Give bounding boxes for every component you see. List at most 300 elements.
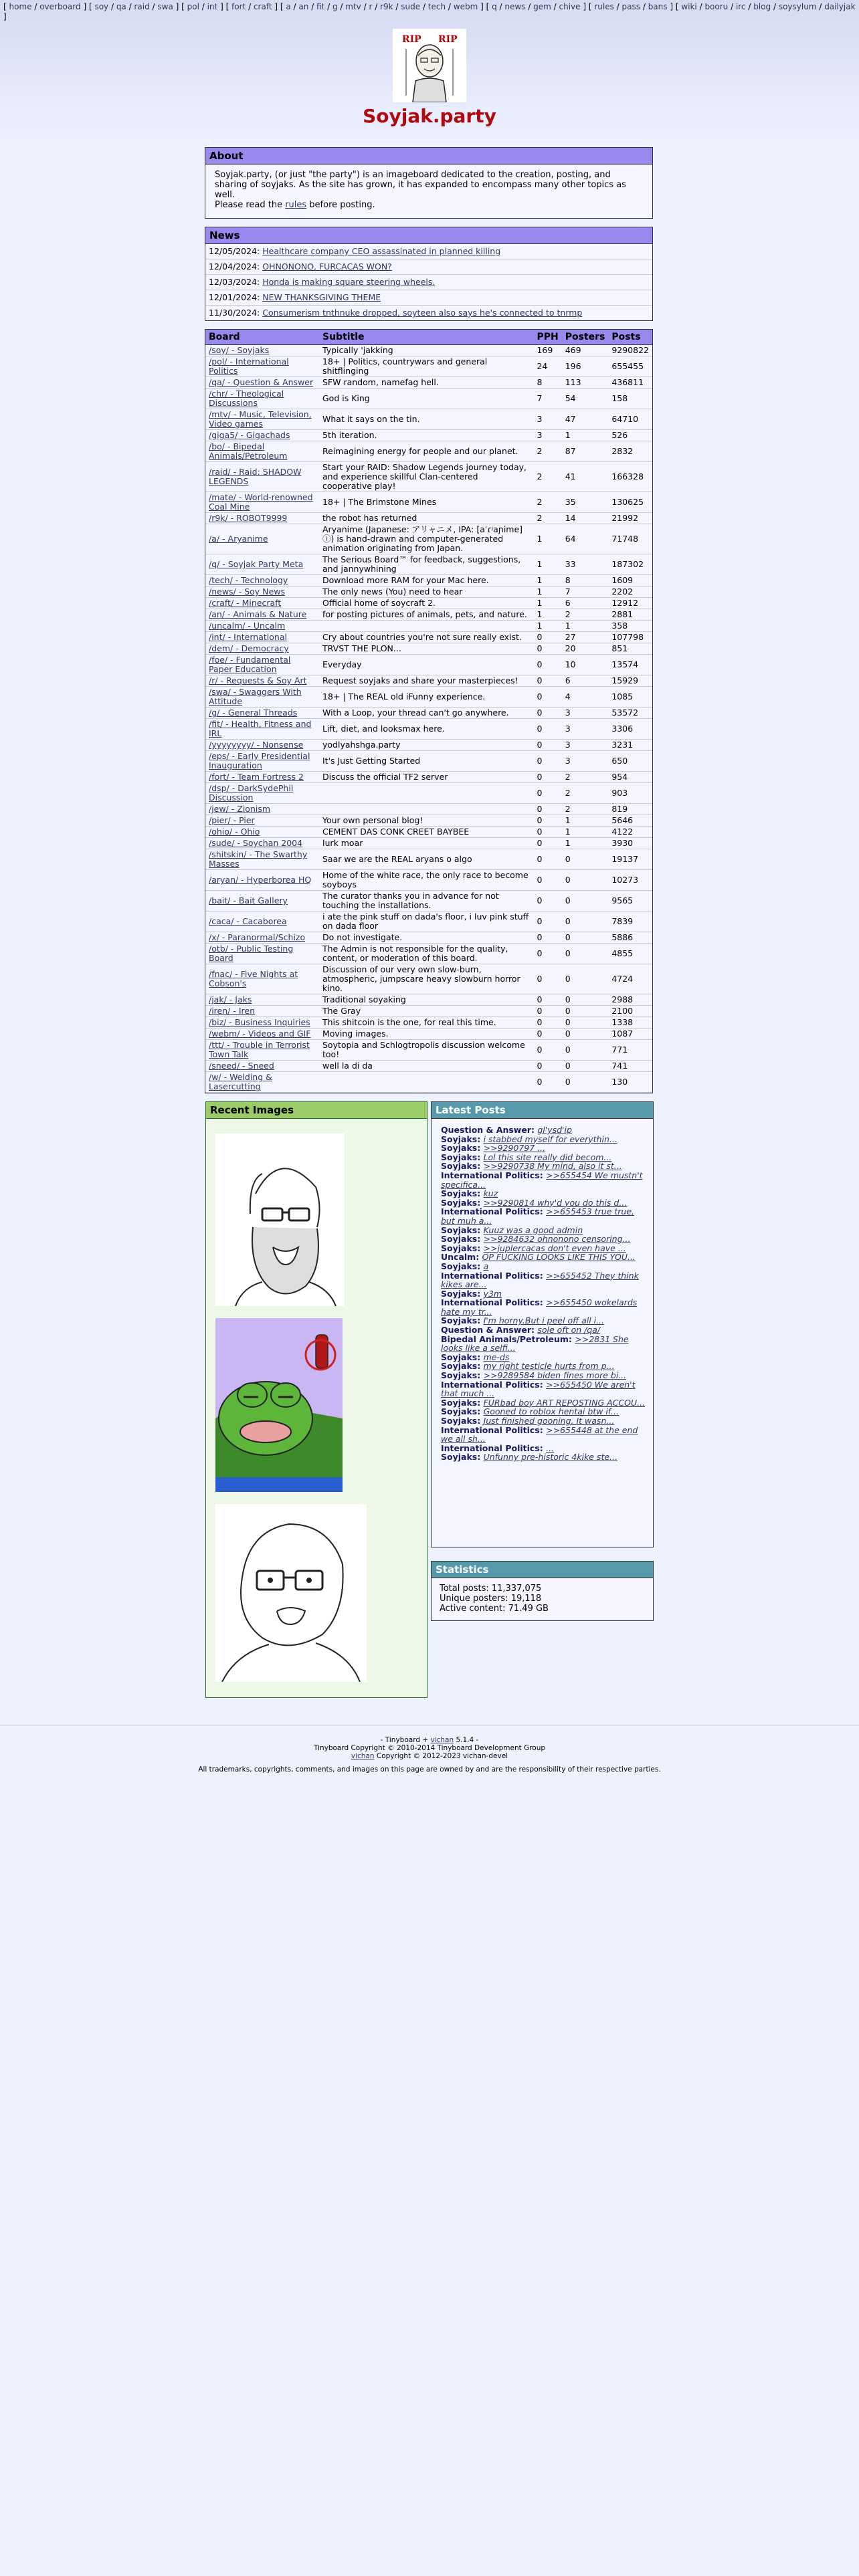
nav-bracket: [ [181, 2, 187, 11]
nav-link-an[interactable]: an [298, 2, 309, 11]
latest-post-link[interactable]: >>655454 We mustn't specifica... [441, 1170, 643, 1190]
nav-link-chive[interactable]: chive [559, 2, 581, 11]
column-header-subtitle: Subtitle [319, 330, 533, 345]
latest-post-link[interactable]: >>9284632 ohnonono censoring... [483, 1234, 631, 1245]
nav-link-mtv[interactable]: mtv [345, 2, 361, 11]
latest-post-link[interactable]: kuz [483, 1188, 498, 1199]
latest-post-item [441, 1298, 648, 1316]
nav-separator: / [696, 2, 705, 11]
news-link[interactable]: Honda is making square steering wheels. [262, 277, 436, 287]
board-link[interactable]: /raid/ - Raid: SHADOW LEGENDS [209, 467, 302, 486]
latest-post-board: International Politics: [441, 1170, 547, 1180]
nav-link-bans[interactable]: bans [648, 2, 668, 11]
latest-post-link[interactable]: OP FUCKING LOOKS LIKE THIS YOU... [482, 1252, 636, 1263]
board-link[interactable]: /giga5/ - Gigachads [209, 430, 290, 440]
posters-cell: 47 [562, 409, 609, 430]
vichan-devel-link[interactable]: vichan [351, 1752, 375, 1760]
nav-bracket: [ [588, 2, 595, 11]
posts-cell: 166328 [608, 462, 652, 492]
latest-post-link[interactable]: I'm horny.But i peel off all i... [483, 1315, 605, 1326]
board-link[interactable]: /qa/ - Question & Answer [209, 377, 314, 387]
latest-post-item [441, 1253, 648, 1262]
table-row [205, 389, 652, 409]
nav-separator: / [771, 2, 779, 11]
board-link[interactable]: /news/ - Soy News [209, 586, 285, 597]
posters-cell: 0 [562, 891, 609, 911]
board-link[interactable]: /chr/ - Theological Discussions [209, 389, 284, 408]
posts-cell: 4122 [608, 827, 652, 838]
nav-link-rules[interactable]: rules [594, 2, 614, 11]
table-row [205, 1061, 652, 1072]
latest-post-link[interactable]: >>9290814 why'd you do this d... [483, 1197, 628, 1208]
posters-cell: 2 [562, 783, 609, 804]
board-link[interactable]: /craft/ - Minecraft [209, 598, 282, 608]
subtitle-cell: for posting pictures of animals, pets, and nature. [319, 609, 533, 621]
board-link[interactable]: /ohio/ - Ohio [209, 827, 260, 837]
nav-link-soysylum[interactable]: soysylum [778, 2, 817, 11]
posters-cell: 0 [562, 1072, 609, 1093]
latest-post-board: International Politics: [441, 1270, 547, 1281]
board-link[interactable]: /dsp/ - DarkSydePhil Discussion [209, 783, 294, 802]
stat-total-posts: Total posts: 11,337,075 [440, 1584, 542, 1594]
latest-post-link[interactable]: >>juplercacas don't even have ... [483, 1243, 626, 1253]
latest-post-item [441, 1335, 648, 1353]
nav-link-a[interactable]: a [286, 2, 291, 11]
nav-link-wiki[interactable]: wiki [681, 2, 697, 11]
posters-cell: 0 [562, 911, 609, 932]
subtitle-cell: CEMENT DAS CONK CREET BAYBEE [319, 827, 533, 838]
posts-cell: 2832 [608, 441, 652, 462]
nav-link-irc[interactable]: irc [735, 2, 746, 11]
news-link[interactable]: NEW THANKSGIVING THEME [262, 292, 381, 302]
pph-cell: 0 [533, 719, 561, 740]
table-row [205, 708, 652, 719]
latest-post-link[interactable]: Kuuz was a good admin [483, 1224, 583, 1235]
board-link[interactable]: /eps/ - Early Presidential Inauguration [209, 751, 310, 770]
posters-cell: 6 [562, 598, 609, 609]
posts-cell: 741 [608, 1061, 652, 1072]
subtitle-cell: 18+ | The Brimstone Mines [319, 492, 533, 513]
table-row [205, 609, 652, 621]
latest-post-item [441, 1325, 648, 1335]
board-cell [205, 719, 319, 740]
news-link[interactable]: Healthcare company CEO assassinated in planned killing [262, 246, 501, 256]
board-link[interactable]: /ttt/ - Trouble in Terrorist Town Talk [209, 1040, 310, 1059]
posts-cell: 1338 [608, 1017, 652, 1029]
nav-separator: / [372, 2, 381, 11]
latest-post-link[interactable]: >>9290797 ... [483, 1143, 546, 1154]
pph-cell: 0 [533, 1029, 561, 1040]
board-link[interactable]: /tech/ - Technology [209, 575, 288, 585]
nav-link-fit[interactable]: fit [316, 2, 325, 11]
nav-link-qa[interactable]: qa [116, 2, 126, 11]
nav-link-news[interactable]: news [504, 2, 526, 11]
table-row [205, 643, 652, 655]
board-link[interactable]: /a/ - Aryanime [209, 534, 268, 544]
posters-cell: 1 [562, 430, 609, 441]
board-cell [205, 462, 319, 492]
posts-cell: 3930 [608, 838, 652, 849]
latest-post-link[interactable]: >>655453 true true, but muh a... [441, 1206, 635, 1226]
posts-cell: 5886 [608, 932, 652, 944]
board-cell [205, 356, 319, 377]
posters-cell: 0 [562, 994, 609, 1006]
pph-cell: 1 [533, 609, 561, 621]
nav-bracket: ] [667, 2, 676, 11]
nav-link-gem[interactable]: gem [533, 2, 551, 11]
latest-post-link[interactable]: a [483, 1261, 489, 1271]
board-cell [205, 513, 319, 524]
nav-link-raid[interactable]: raid [134, 2, 150, 11]
pph-cell: 0 [533, 944, 561, 964]
nav-bracket: [ [280, 2, 286, 11]
board-link[interactable]: /r/ - Requests & Soy Art [209, 675, 307, 685]
top-nav [0, 0, 859, 22]
site-title: Soyjak.party [363, 105, 496, 127]
news-item [205, 244, 652, 259]
board-cell [205, 598, 319, 609]
subtitle-cell: 5th iteration. [319, 430, 533, 441]
subtitle-cell: Cry about countries you're not sure really exist. [319, 632, 533, 643]
board-link[interactable]: /g/ - General Threads [209, 708, 298, 718]
subtitle-cell: This shitcoin is the one, for real this time. [319, 1017, 533, 1029]
board-link[interactable]: /caca/ - Cacaborea [209, 916, 287, 926]
latest-post-link[interactable]: >>655450 We aren't that much ... [441, 1379, 636, 1399]
subtitle-cell: The only news (You) need to hear [319, 586, 533, 598]
pph-cell: 0 [533, 838, 561, 849]
posts-cell: 1609 [608, 575, 652, 586]
pph-cell: 0 [533, 687, 561, 708]
nav-link-booru[interactable]: booru [704, 2, 729, 11]
board-cell [205, 804, 319, 815]
latest-post-board: Soyjaks: [441, 1234, 484, 1245]
nav-bracket: [ [225, 2, 232, 11]
posts-cell: 436811 [608, 377, 652, 389]
nav-link-overboard[interactable]: overboard [39, 2, 81, 11]
latest-post-link[interactable]: Unfunny pre-historic 4kike ste... [483, 1452, 617, 1463]
pph-cell: 0 [533, 849, 561, 870]
latest-post-link[interactable]: Gooned to roblox hentai btw if... [483, 1406, 619, 1417]
table-row [205, 575, 652, 586]
latest-post-board: Soyjaks: [441, 1161, 484, 1172]
board-link[interactable]: /bait/ - Bait Gallery [209, 895, 288, 905]
posters-cell: 14 [562, 513, 609, 524]
latest-post-board: Question & Answer: [441, 1125, 538, 1135]
footer-line-2: Tinyboard Copyright © 2010-2014 Tinyboard Development Group [313, 1744, 546, 1752]
about-box [205, 147, 653, 219]
board-cell [205, 911, 319, 932]
board-link[interactable]: /w/ - Welding & Lasercutting [209, 1072, 272, 1091]
recent-images-list [206, 1119, 427, 1682]
board-cell [205, 740, 319, 751]
board-cell [205, 643, 319, 655]
nav-separator: / [108, 2, 116, 11]
latest-post-item [441, 1198, 648, 1208]
rules-link[interactable]: rules [285, 200, 307, 210]
nav-separator: / [324, 2, 332, 11]
board-cell [205, 1006, 319, 1017]
nav-bracket: ] [478, 2, 486, 11]
posts-cell: 4724 [608, 964, 652, 994]
board-link[interactable]: /bo/ - Bipedal Animals/Petroleum [209, 441, 288, 461]
board-link[interactable]: /r9k/ - ROBOT9999 [209, 513, 288, 523]
nav-link-pass[interactable]: pass [622, 2, 641, 11]
board-cell [205, 708, 319, 719]
board-cell [205, 891, 319, 911]
pph-cell: 0 [533, 1006, 561, 1017]
table-row [205, 849, 652, 870]
board-link[interactable]: /yyyyyyyy/ - Nonsense [209, 740, 304, 750]
board-cell [205, 1072, 319, 1093]
pph-cell: 0 [533, 1072, 561, 1093]
board-link[interactable]: /jak/ - Jaks [209, 994, 252, 1004]
posts-cell: 851 [608, 643, 652, 655]
latest-post-link[interactable]: FURbad boy ART REPOSTING ACCOU... [483, 1397, 646, 1408]
table-row [205, 740, 652, 751]
nav-link-blog[interactable]: blog [753, 2, 771, 11]
posters-cell: 1 [562, 827, 609, 838]
subtitle-cell: Request soyjaks and share your masterpieces! [319, 675, 533, 687]
board-link[interactable]: /soy/ - Soyjaks [209, 345, 270, 355]
latest-post-board: Soyjaks: [441, 1406, 484, 1417]
footer [0, 1725, 859, 1774]
board-link[interactable]: /fort/ - Team Fortress 2 [209, 772, 304, 782]
posts-cell: 9290822 [608, 345, 652, 356]
soyjak-glasses-sketch-image[interactable] [215, 1504, 367, 1682]
posts-cell: 3306 [608, 719, 652, 740]
table-row [205, 675, 652, 687]
pph-cell: 0 [533, 655, 561, 675]
green-frog-soyjak-image[interactable] [215, 1318, 343, 1492]
subtitle-cell: Do not investigate. [319, 932, 533, 944]
footer-line-1 [0, 1736, 859, 1744]
table-row [205, 687, 652, 708]
board-link[interactable]: /an/ - Animals & Nature [209, 609, 307, 619]
posters-cell: 1 [562, 815, 609, 827]
table-row [205, 804, 652, 815]
news-link[interactable]: OHNONONO, FURCACAS WON? [262, 261, 392, 272]
nav-link-craft[interactable]: craft [253, 2, 272, 11]
latest-post-item [441, 1189, 648, 1198]
table-row [205, 377, 652, 389]
latest-post-link[interactable]: Just finished gooning. It wasn... [483, 1416, 615, 1426]
footer-prefix: - Tinyboard + [380, 1736, 431, 1744]
boards-box [205, 329, 653, 1093]
board-link[interactable]: /int/ - International [209, 632, 287, 642]
board-link[interactable]: /x/ - Paranormal/Schizo [209, 932, 306, 942]
lower-section [205, 1101, 654, 1698]
latest-post-item [441, 1125, 648, 1135]
pph-cell: 2 [533, 462, 561, 492]
latest-post-item [441, 1153, 648, 1162]
board-cell [205, 575, 319, 586]
latest-post-link[interactable]: sole oft on /qa/ [537, 1325, 601, 1335]
statistics-body [432, 1578, 653, 1620]
board-cell [205, 964, 319, 994]
latest-post-link[interactable]: >>9289584 biden fines more bi... [483, 1370, 627, 1381]
board-link[interactable]: /iren/ - Iren [209, 1006, 255, 1016]
pph-cell: 2 [533, 513, 561, 524]
posters-cell: 1 [562, 621, 609, 632]
latest-post-link[interactable]: >>655448 at the end we all sh... [441, 1424, 638, 1444]
board-link[interactable]: /swa/ - Swaggers With Attitude [209, 687, 302, 706]
pph-cell: 1 [533, 575, 561, 586]
posters-cell: 0 [562, 1040, 609, 1061]
subtitle-cell: Start your RAID: Shadow Legends journey today, and experience skillful Clan-centered cooperative play! [319, 462, 533, 492]
column-header-posters: Posters [562, 330, 609, 345]
posters-cell: 469 [562, 345, 609, 356]
board-link[interactable]: /q/ - Soyjak Party Meta [209, 559, 304, 569]
table-row [205, 783, 652, 804]
latest-post-link[interactable]: Lol this site really did becom... [483, 1152, 612, 1162]
posts-cell: 130625 [608, 492, 652, 513]
board-link[interactable]: /pier/ - Pier [209, 815, 255, 825]
latest-post-link[interactable]: gl'ysd'ip [537, 1125, 572, 1135]
subtitle-cell [319, 1072, 533, 1093]
latest-post-item [441, 1426, 648, 1444]
board-link[interactable]: /otb/ - Public Testing Board [209, 944, 294, 963]
board-cell [205, 994, 319, 1006]
board-link[interactable]: /dem/ - Democracy [209, 643, 289, 653]
nav-link-r9k[interactable]: r9k [380, 2, 393, 11]
posters-cell: 10 [562, 655, 609, 675]
right-column [431, 1101, 654, 1698]
statistics-box [431, 1561, 654, 1621]
latest-post-board: Soyjaks: [441, 1416, 484, 1426]
pph-cell: 1 [533, 524, 561, 554]
nav-link-dailyjak[interactable]: dailyjak [824, 2, 856, 11]
nav-link-sude[interactable]: sude [401, 2, 421, 11]
latest-posts-box [431, 1101, 654, 1547]
latest-post-link[interactable]: ... [546, 1442, 555, 1453]
board-link[interactable]: /sneed/ - Sneed [209, 1061, 274, 1071]
latest-post-board: International Politics: [441, 1206, 547, 1217]
subtitle-cell: Soytopia and Schlogtropolis discussion welcome too! [319, 1040, 533, 1061]
news-link[interactable]: Consumerism tnthnuke dropped, soyteen also says he's connected to tnrmp [262, 308, 583, 318]
nav-link-g[interactable]: g [332, 2, 338, 11]
latest-post-board: International Politics: [441, 1442, 547, 1453]
latest-post-link[interactable]: >>655450 wokelards hate my tr... [441, 1297, 638, 1317]
posts-cell: 2988 [608, 994, 652, 1006]
rip-soyjak-logo-icon[interactable] [393, 29, 466, 102]
svg-text:RIP: RIP [438, 34, 458, 45]
nav-link-tech[interactable]: tech [427, 2, 446, 11]
board-link[interactable]: /webm/ - Videos and GIF [209, 1029, 311, 1039]
nav-separator: / [496, 2, 505, 11]
latest-post-board: Soyjaks: [441, 1397, 484, 1408]
subtitle-cell: SFW random, namefag hell. [319, 377, 533, 389]
pph-cell: 0 [533, 994, 561, 1006]
posters-cell: 33 [562, 554, 609, 575]
pph-cell: 0 [533, 708, 561, 719]
subtitle-cell: 18+ | Politics, countrywars and general shitflinging [319, 356, 533, 377]
nav-bracket: [ [3, 2, 9, 11]
nav-bracket: ] [580, 2, 589, 11]
board-link[interactable]: /sude/ - Soychan 2004 [209, 838, 303, 848]
latest-posts-list [432, 1119, 653, 1462]
posts-cell: 9565 [608, 891, 652, 911]
board-link[interactable]: /uncalm/ - Uncalm [209, 621, 286, 631]
svg-text:RIP: RIP [402, 34, 421, 45]
board-link[interactable]: /mate/ - World-renowned Coal Mine [209, 492, 313, 512]
nav-bracket: [ [88, 2, 95, 11]
latest-post-link[interactable]: >>2831 She looks like a selfi... [441, 1333, 629, 1354]
latest-post-item [441, 1398, 648, 1408]
nav-link-swa[interactable]: swa [157, 2, 173, 11]
board-link[interactable]: /foe/ - Fundamental Paper Education [209, 655, 291, 674]
board-link[interactable]: /jew/ - Zionism [209, 804, 271, 814]
board-link[interactable]: /shitskin/ - The Swarthy Masses [209, 849, 308, 869]
bearded-soyjak-glasses-image[interactable] [215, 1134, 345, 1306]
pph-cell: 0 [533, 827, 561, 838]
latest-post-item [441, 1416, 648, 1426]
board-link[interactable]: /pol/ - International Politics [209, 356, 289, 376]
posters-cell: 20 [562, 643, 609, 655]
table-row [205, 1017, 652, 1029]
nav-bracket: ] [272, 2, 280, 11]
news-date: 12/05/2024: [209, 246, 263, 256]
board-link[interactable]: /mtv/ - Music, Television, Video games [209, 409, 312, 429]
table-row [205, 1072, 652, 1093]
board-link[interactable]: /fit/ - Health, Fitness and IRL [209, 719, 312, 738]
nav-link-r[interactable]: r [369, 2, 373, 11]
nav-link-int[interactable]: int [207, 2, 218, 11]
latest-post-link[interactable]: >>655452 They think kikes are... [441, 1270, 639, 1290]
latest-post-link[interactable]: me-ds [483, 1352, 510, 1362]
board-cell [205, 524, 319, 554]
news-item [205, 306, 652, 320]
board-cell [205, 751, 319, 772]
board-link[interactable]: /aryan/ - Hyperborea HQ [209, 875, 312, 885]
posters-cell: 8 [562, 575, 609, 586]
nav-link-pol[interactable]: pol [187, 2, 199, 11]
table-row [205, 586, 652, 598]
board-cell [205, 772, 319, 783]
pph-cell: 2 [533, 492, 561, 513]
pph-cell: 1 [533, 554, 561, 575]
table-row [205, 964, 652, 994]
subtitle-cell: Saar we are the REAL aryans o algo [319, 849, 533, 870]
nav-link-home[interactable]: home [9, 2, 32, 11]
latest-post-board: Soyjaks: [441, 1370, 484, 1381]
posters-cell: 196 [562, 356, 609, 377]
pph-cell: 3 [533, 409, 561, 430]
board-cell [205, 687, 319, 708]
board-cell [205, 609, 319, 621]
pph-cell: 0 [533, 891, 561, 911]
board-link[interactable]: /fnac/ - Five Nights at Cobson's [209, 969, 298, 988]
latest-post-link[interactable]: >>9290738 My mind, also it st... [483, 1161, 622, 1172]
about-text: Soyjak.party, (or just "the party") is an imageboard dedicated to the creation, posting, and sharing of soyjaks. As the site has grown, it has expanded to encompass many other topics as well. [215, 170, 626, 200]
posters-cell: 0 [562, 944, 609, 964]
board-cell [205, 345, 319, 356]
posters-cell: 3 [562, 719, 609, 740]
nav-link-fort[interactable]: fort [231, 2, 246, 11]
nav-link-webm[interactable]: webm [453, 2, 478, 11]
posters-cell: 41 [562, 462, 609, 492]
latest-post-link[interactable]: y3m [483, 1288, 502, 1299]
nav-link-q[interactable]: q [492, 2, 497, 11]
posts-cell: 771 [608, 1040, 652, 1061]
latest-post-board: Soyjaks: [441, 1152, 484, 1162]
latest-post-link[interactable]: my right testicle hurts from p... [483, 1361, 615, 1372]
nav-link-soy[interactable]: soy [94, 2, 109, 11]
vichan-link[interactable]: vichan [430, 1736, 454, 1744]
pph-cell: 0 [533, 772, 561, 783]
board-link[interactable]: /biz/ - Business Inquiries [209, 1017, 310, 1027]
board-cell [205, 815, 319, 827]
latest-post-link[interactable]: i stabbed myself for everythin... [483, 1134, 617, 1144]
